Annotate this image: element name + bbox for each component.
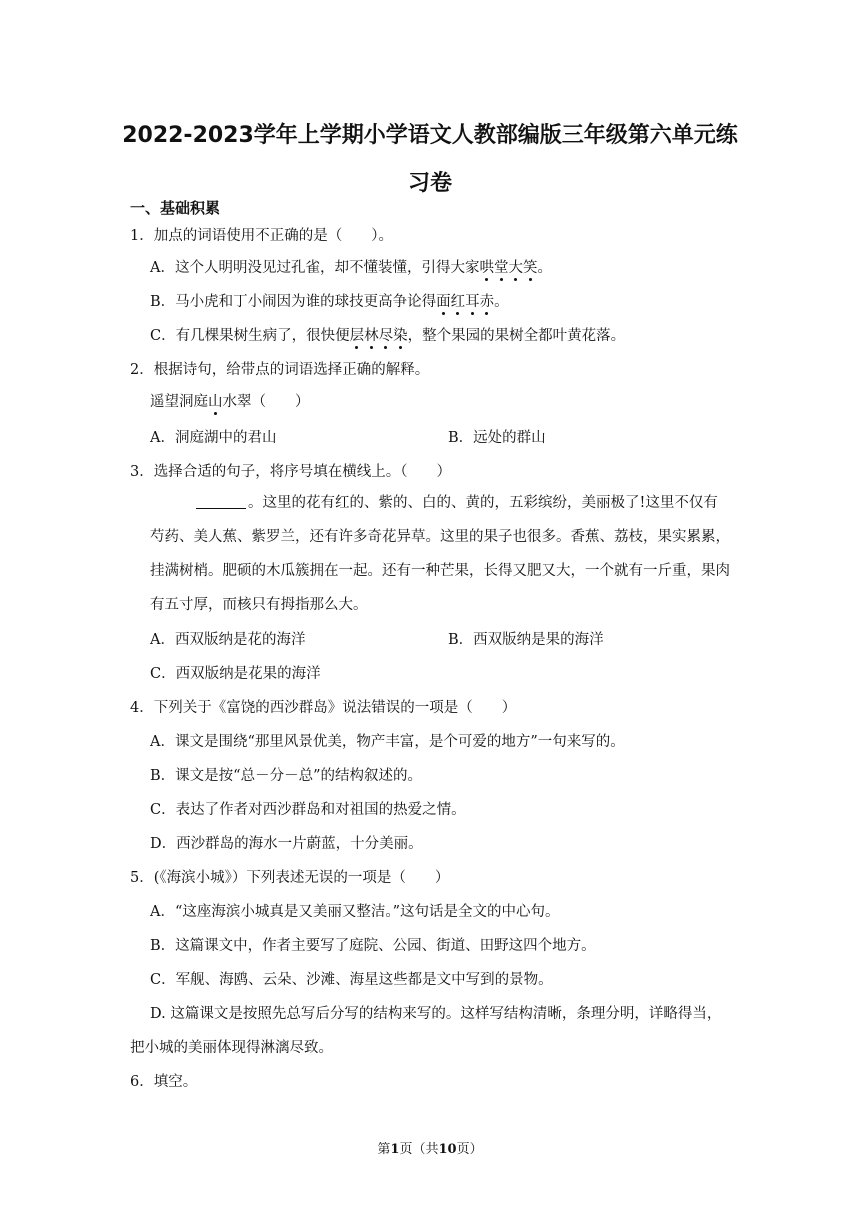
question-1-option-b: B．马小虎和丁小闹因为谁的球技更高争论得面红耳赤。 [150, 294, 509, 310]
question-5-option-a: A．“这座海滨小城真是又美丽又整洁。”这句话是全文的中心句。 [150, 904, 560, 920]
question-1-option-c: C．有几棵果树生病了，很快便层林尽染，整个果园的果树全都叶黄花落。 [150, 328, 626, 344]
question-3-option-b: B．西双版纳是果的海洋 [448, 632, 604, 648]
question-6-stem: 6．填空。 [130, 1074, 198, 1090]
question-4-option-c: C．表达了作者对西沙群岛和对祖国的热爱之情。 [150, 802, 466, 818]
question-3-passage: 。这里的花有红的、紫的、白的、黄的，五彩缤纷，美丽极了!这里不仅有芍药、美人蕉、紫罗兰，还有许多奇花异草。这里的果子也很多。香蕉、荔枝，果实累累，挂满树梢。肥硕的木瓜簇拥在一起。还有一种芒果，长得又肥又大，一个就有一斤重，果肉有五寸厚，而核只有拇指那么大。 [150, 486, 730, 622]
question-3-stem: 3．选择合适的句子，将序号填在横线上。（ ） [130, 464, 451, 480]
question-4-option-d: D．西沙群岛的海水一片蔚蓝，十分美丽。 [150, 836, 423, 852]
question-3-option-a: A．西双版纳是花的海洋 [150, 632, 306, 648]
question-5-option-d: D. 这篇课文是按照先总写后分写的结构来写的。这样写结构清晰，条理分明，详略得当，把小城的美丽体现得淋漓尽致。 [130, 1006, 722, 1056]
answer-blank[interactable] [196, 492, 246, 509]
question-4-option-a: A．课文是围绕“那里风景优美，物产丰富，是个可爱的地方”一句来写的。 [150, 734, 625, 750]
question-5-stem: 5．(《海滨小城》）下列表述无误的一项是（ ） [130, 870, 450, 886]
question-2-option-a: A．洞庭湖中的君山 [150, 430, 277, 446]
question-4-option-b: B．课文是按“总－分－总”的结构叙述的。 [150, 768, 422, 784]
question-1-option-a: A．这个人明明没见过孔雀，却不懂装懂，引得大家哄堂大笑。 [150, 260, 552, 276]
question-2-option-b: B．远处的群山 [448, 430, 546, 446]
question-5-option-c: C．军舰、海鸥、云朵、沙滩、海星这些都是文中写到的景物。 [150, 972, 553, 988]
question-3-option-c: C．西双版纳是花果的海洋 [150, 666, 321, 682]
question-2-stem: 2．根据诗句，给带点的词语选择正确的解释。 [130, 362, 430, 378]
page-footer: 第1页（共10页） [377, 1142, 483, 1157]
question-4-stem: 4．下列关于《富饶的西沙群岛》说法错误的一项是（ ） [130, 700, 517, 716]
question-5-option-b: B．这篇课文中，作者主要写了庭院、公园、街道、田野这四个地方。 [150, 938, 596, 954]
question-2-poem-line: 遥望洞庭山水翠（ ） [150, 394, 310, 410]
page-title: 2022-2023学年上学期小学语文人教部编版三年级第六单元练习卷 [122, 123, 738, 196]
current-page-number: 1 [390, 1142, 400, 1157]
total-page-number: 10 [438, 1142, 457, 1157]
question-1-stem: 1．加点的词语使用不正确的是（ ）。 [130, 228, 393, 244]
section-heading: 一、基础积累 [130, 199, 221, 217]
